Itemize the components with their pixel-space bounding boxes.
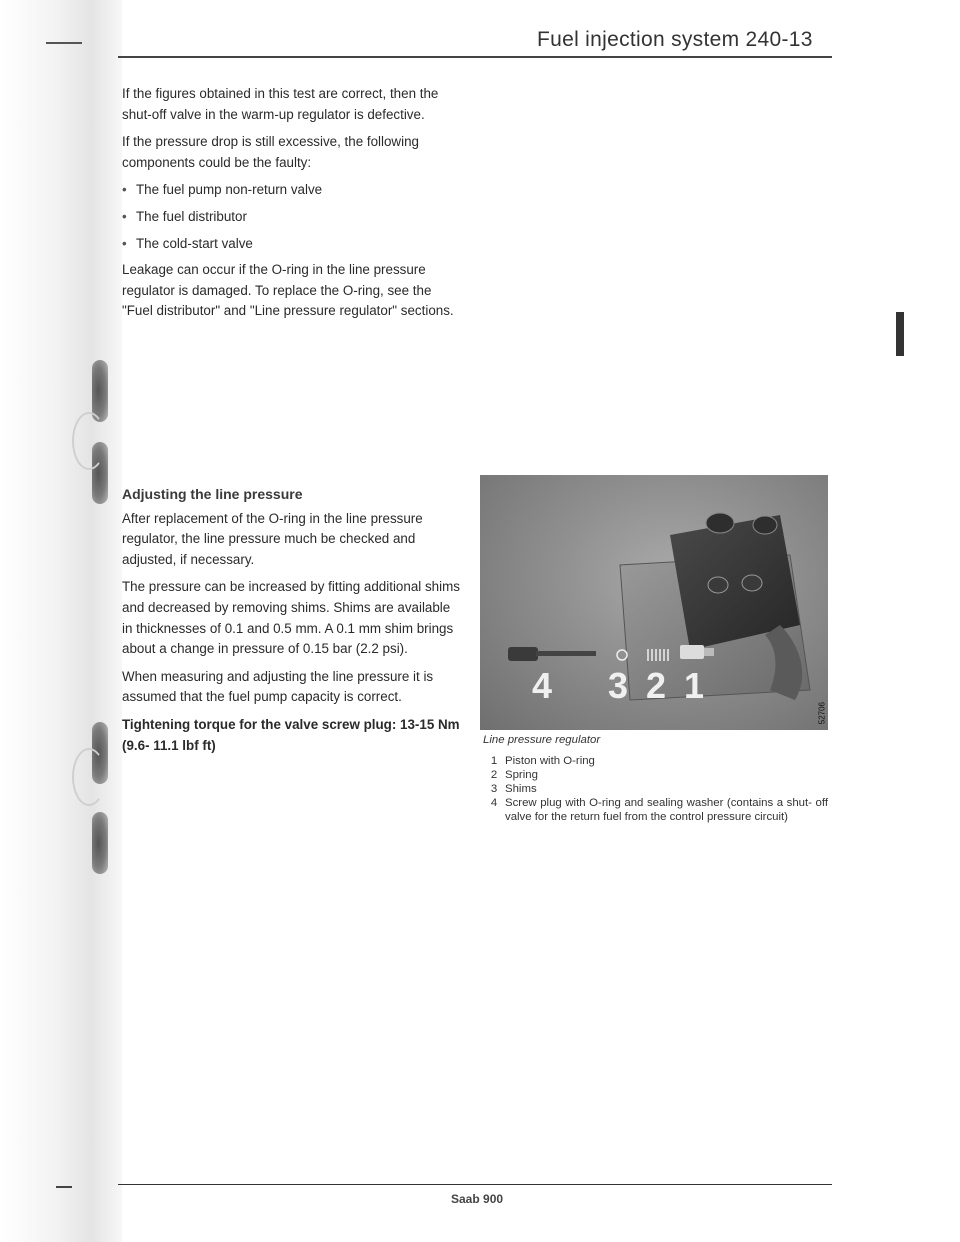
regulator-photo [480, 475, 828, 730]
intro-paragraph: If the figures obtained in this test are correct, then the shut-off valve in the warm-up regulator is defective. [122, 86, 439, 122]
footer-rule [118, 1184, 832, 1185]
caption-legend [483, 754, 828, 824]
body-paragraph: The pressure can be increased by fitting additional shims and decreased by removing shims. Shims are available in thicknesses of 0.1 and 0.5 mm. A 0.1 mm shim brings about a change in pressure of 0.15 bar (2.2 psi). [122, 579, 460, 657]
legend-number: 2 [490, 769, 498, 781]
figure-caption [483, 733, 828, 824]
callout-number: 3 [608, 665, 629, 706]
leakage-paragraph: Leakage can occur if the O-ring in the line pressure regulator is damaged. To replace the O-ring, see the "Fuel distributor" and "Line pressure regulator" sections. [122, 262, 454, 319]
callout-number: 1 [684, 665, 705, 706]
header-rule [118, 56, 832, 58]
adjusting-section [122, 484, 460, 763]
binder-hole [92, 812, 108, 874]
legend-item [483, 796, 828, 824]
callout-number: 2 [646, 665, 667, 706]
header-tick [46, 42, 82, 44]
torque-spec: Tightening torque for the valve screw plug: 13-15 Nm (9.6- 11.1 lbf ft) [122, 716, 460, 753]
footer-tick [56, 1186, 72, 1188]
legend-number: 1 [490, 755, 498, 767]
section-heading: Adjusting the line pressure [122, 486, 303, 502]
body-paragraph: When measuring and adjusting the line pressure it is assumed that the fuel pump capacity is correct. [122, 668, 434, 705]
intro-section [122, 84, 460, 329]
legend-text: Piston with O-ring [505, 755, 595, 767]
binder-ring [72, 748, 106, 806]
legend-text: Shims [505, 783, 537, 795]
legend-item [483, 754, 828, 768]
faulty-components-list [122, 180, 460, 254]
edge-tab-mark [896, 312, 904, 356]
callout-number: 4 [532, 665, 553, 706]
caption-title: Line pressure regulator [483, 734, 601, 746]
legend-number: 3 [490, 783, 498, 795]
legend-item [483, 768, 828, 782]
body-paragraph: After replacement of the O-ring in the line pressure regulator, the line pressure much be checked and adjusted, if necessary. [122, 510, 423, 567]
intro-paragraph: If the pressure drop is still excessive, the following components could be the faulty: [122, 134, 419, 170]
page-header-title: Fuel injection system 240-13 [537, 28, 813, 51]
legend-item [483, 782, 828, 796]
list-item: • The fuel pump non-return valve [122, 180, 460, 201]
figure-reference: 52706 [817, 702, 826, 725]
legend-text: Spring [505, 769, 538, 781]
list-item: • The cold-start valve [122, 234, 460, 255]
binder-ring [72, 412, 106, 470]
legend-number: 4 [490, 797, 498, 809]
legend-text: Screw plug with O-ring and sealing washer (contains a shut- off valve for the return fuel from the control pressure circuit) [505, 797, 828, 823]
list-item: • The fuel distributor [122, 207, 460, 228]
binding-shadow [0, 0, 122, 1242]
page-footer: Saab 900 [451, 1192, 504, 1206]
